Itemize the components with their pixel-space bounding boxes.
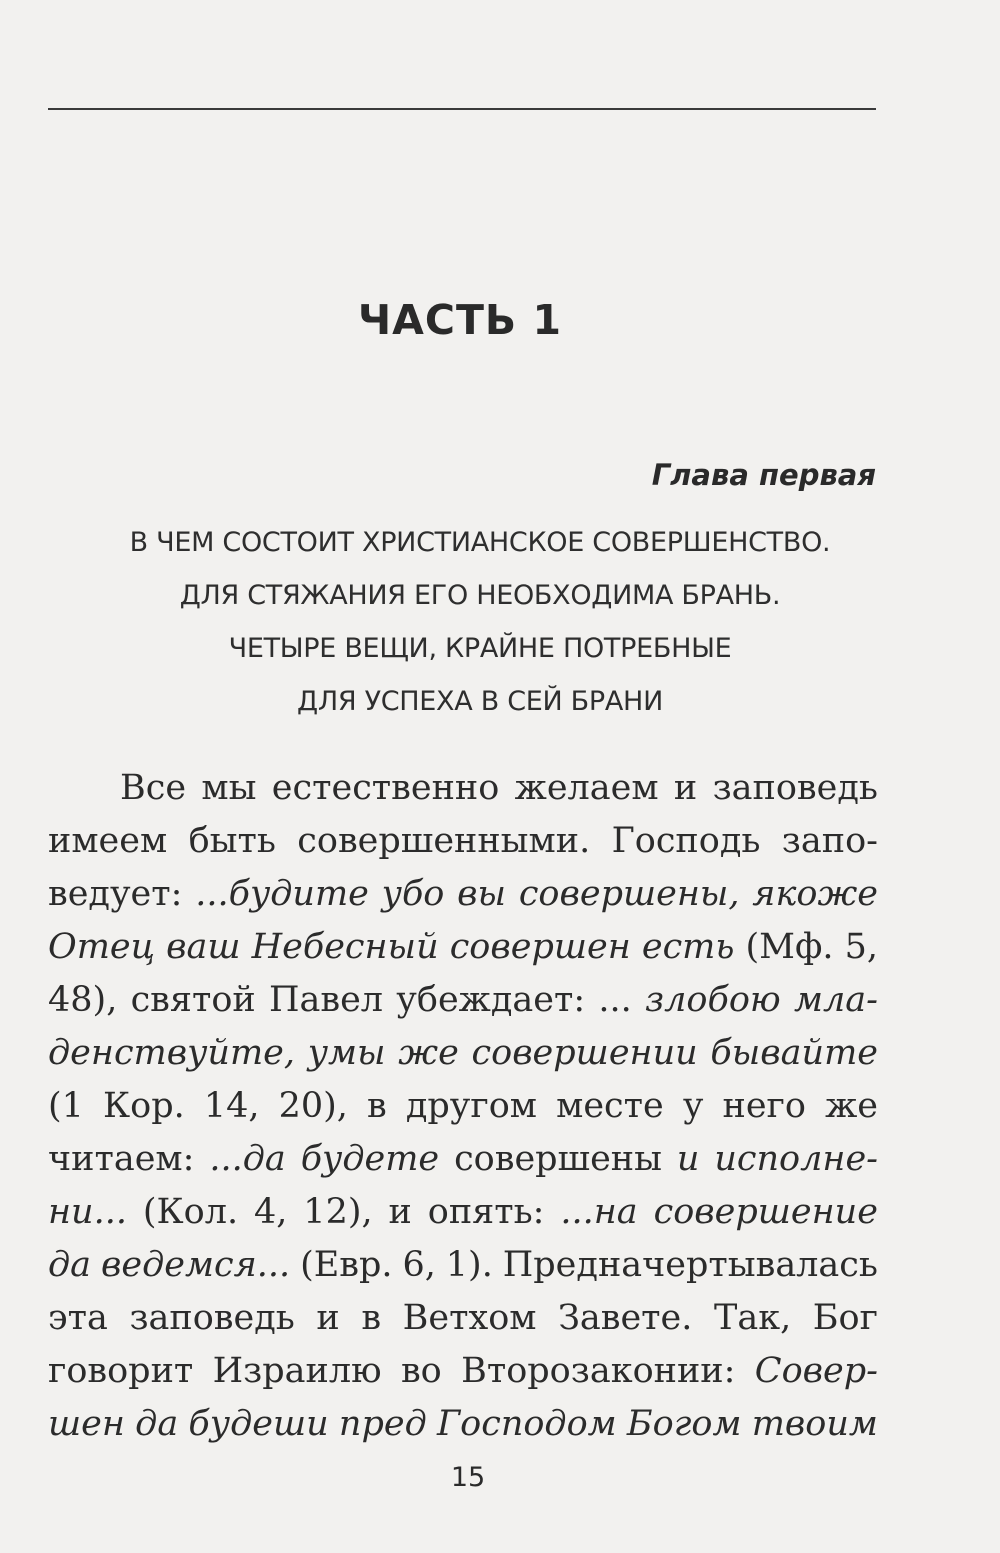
body-word: Павел (268, 980, 384, 1020)
chapter-heading (40, 516, 920, 728)
part-title: ЧАСТЬ 1 (358, 296, 562, 344)
body-word: во (400, 1351, 442, 1391)
body-word: опять: (427, 1192, 545, 1232)
body-word: Ветхом (402, 1298, 537, 1338)
body-word: Предначертывалась (502, 1245, 878, 1285)
body-word: эта (48, 1298, 108, 1338)
body-word: есть (641, 927, 735, 967)
body-word: него (722, 1086, 806, 1126)
body-word: читаем: (48, 1139, 195, 1179)
body-word: вы (457, 874, 507, 914)
body-word: Второзаконии: (461, 1351, 736, 1391)
body-word: совершение (653, 1192, 878, 1232)
chapter-heading-line: В ЧЕМ СОСТОИТ ХРИСТИАНСКОЕ СОВЕРШЕНСТВО. (129, 527, 831, 558)
body-line (48, 1292, 878, 1345)
body-word: же (825, 1086, 878, 1126)
body-word: ни... (48, 1192, 127, 1232)
body-line (48, 815, 878, 868)
body-line (48, 868, 878, 921)
body-word: якоже (752, 874, 878, 914)
body-word: запо- (781, 821, 878, 861)
body-word: Так, (713, 1298, 792, 1338)
body-word: злобою (645, 980, 781, 1020)
body-line (48, 1027, 878, 1080)
body-paragraph (48, 762, 878, 1451)
body-word: совершен (449, 927, 631, 967)
body-word: месте (556, 1086, 664, 1126)
body-word: убо (381, 874, 445, 914)
body-word: в (367, 1086, 387, 1126)
body-word: (Кол. (142, 1192, 239, 1232)
body-word: 20), (278, 1086, 348, 1126)
body-word: (Евр. (300, 1245, 393, 1285)
body-word: имеем (48, 821, 168, 861)
body-word: ... (598, 980, 632, 1020)
body-word: Богом (626, 1404, 742, 1444)
body-word: (Мф. (745, 927, 834, 967)
body-word: Израилю (212, 1351, 382, 1391)
chapter-label: Глава первая (651, 458, 876, 492)
body-word: и (316, 1298, 340, 1338)
chapter-heading-line: ЧЕТЫРЕ ВЕЩИ, КРАЙНЕ ПОТРЕБНЫЕ (228, 633, 732, 664)
body-word: совершенными. (297, 821, 591, 861)
body-word: будете (300, 1139, 440, 1179)
body-word: Кор. (103, 1086, 185, 1126)
body-word: 4, (253, 1192, 288, 1232)
body-word: ...будите (195, 874, 369, 914)
body-line (48, 921, 878, 974)
body-word: 5, (844, 927, 878, 967)
body-word: заповедь (712, 768, 878, 808)
body-word: ...на (560, 1192, 638, 1232)
body-word: у (682, 1086, 704, 1126)
body-word: твоим (751, 1404, 878, 1444)
body-word: говорит (48, 1351, 194, 1391)
body-word: шен (48, 1404, 125, 1444)
body-word: 6, (402, 1245, 436, 1285)
body-word: пред (338, 1404, 427, 1444)
body-word: Отец (48, 927, 156, 967)
body-word: в (361, 1298, 382, 1338)
body-word: святой (130, 980, 256, 1020)
body-word: мла- (794, 980, 878, 1020)
body-word: ваш (166, 927, 241, 967)
chapter-heading-line: ДЛЯ УСПЕХА В СЕЙ БРАНИ (297, 686, 663, 717)
body-word: же (398, 1033, 459, 1073)
body-word: Господь (611, 821, 761, 861)
body-word: быть (188, 821, 276, 861)
body-word: и (673, 768, 698, 808)
body-word: 14, (203, 1086, 260, 1126)
body-word: совершены (454, 1139, 662, 1179)
body-word: совершении (471, 1033, 698, 1073)
body-word: желаем (514, 768, 659, 808)
body-word: убеждает: (396, 980, 586, 1020)
body-word: Бог (812, 1298, 878, 1338)
body-word: 1). (445, 1245, 493, 1285)
body-word: ...да (209, 1139, 286, 1179)
body-word: другом (405, 1086, 538, 1126)
body-word: денствуйте, (48, 1033, 295, 1073)
body-word: мы (201, 768, 257, 808)
body-line (48, 1133, 878, 1186)
body-word: ведемся... (100, 1245, 291, 1285)
body-word: и (388, 1192, 412, 1232)
body-word: умы (307, 1033, 386, 1073)
body-word: исполне- (714, 1139, 878, 1179)
chapter-heading-line: ДЛЯ СТЯЖАНИЯ ЕГО НЕОБХОДИМА БРАНЬ. (179, 580, 781, 611)
body-line (48, 1239, 878, 1292)
body-word: Небесный (251, 927, 439, 967)
page-number: 15 (450, 1462, 486, 1493)
body-word: ведует: (48, 874, 183, 914)
body-word: (1 (48, 1086, 84, 1126)
body-word: Совер- (754, 1351, 878, 1391)
body-word: заповедь (129, 1298, 295, 1338)
body-word: 12), (303, 1192, 373, 1232)
body-word: естественно (271, 768, 500, 808)
body-word: да (135, 1404, 179, 1444)
body-line (48, 1398, 878, 1451)
body-word: бывайте (710, 1033, 878, 1073)
body-line (48, 974, 878, 1027)
body-line (48, 1186, 878, 1239)
body-word: Господом (436, 1404, 617, 1444)
top-rule (48, 108, 876, 110)
body-word: совершены, (518, 874, 740, 914)
body-word: Все (120, 768, 187, 808)
body-word: да (48, 1245, 92, 1285)
body-word: Завете. (558, 1298, 693, 1338)
body-line (48, 1080, 878, 1133)
body-word: 48), (48, 980, 118, 1020)
body-line (48, 1345, 878, 1398)
body-word: будеши (188, 1404, 329, 1444)
body-word: и (676, 1139, 700, 1179)
body-line (48, 762, 878, 815)
